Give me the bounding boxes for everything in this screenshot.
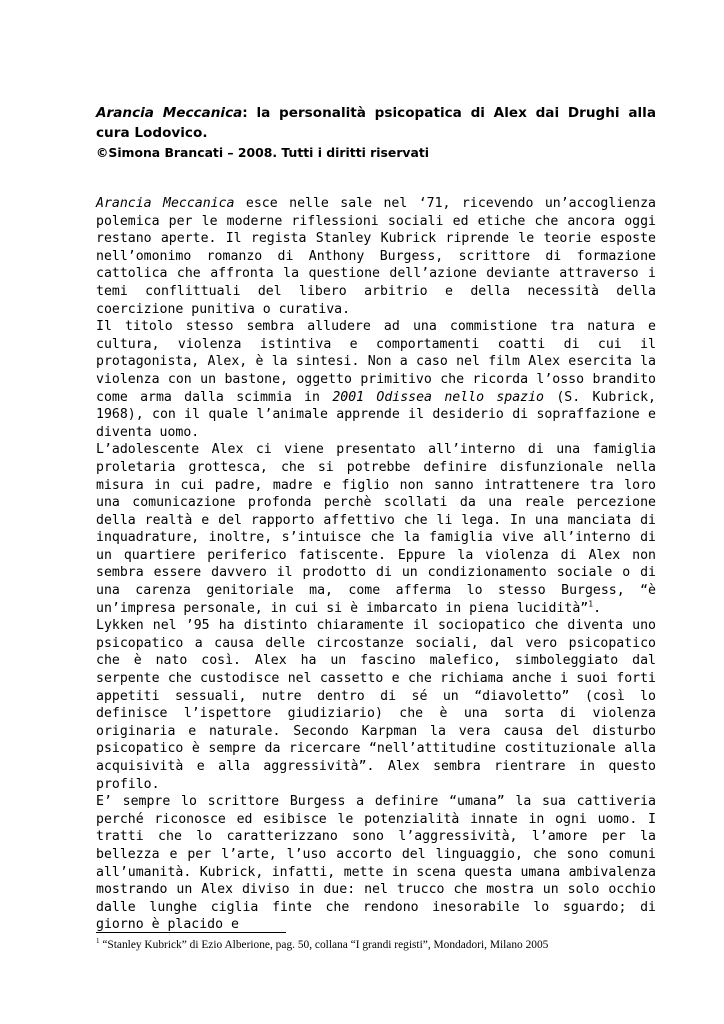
title-rest: : la personalità psicopatica di Alex dai Drughi alla cura Lodovico. [96,105,656,141]
document-title [96,103,656,143]
film-title-2001: 2001 Odissea nello spazio [332,389,544,405]
paragraph-5: E’ sempre lo scrittore Burgess a definire “umana” la sua cattiveria perché riconosce ed esibisce le potenzialità innate in ogni uomo. I tratti che lo caratterizzano sono l’aggressività, l’amore per la bellezza e per l’arte, l’uso accorto del linguaggio, che sono comuni all’umanità. Kubrick, infatti, mette in scena questa umana ambivalenza mostrando un Alex diviso in due: nel trucco che mostra un solo occhio dalle lunghe ciglia finte che rendono inesorabile lo sguardo; di giorno è placido e [96,794,656,933]
paragraph-2: Il titolo stesso sembra alludere ad una commistione tra natura e cultura, violenza istintiva e comportamenti coatti di cui il protagonista, Alex, è la sintesi. Non a caso nel film Alex esercita la violenza con un bastone, oggetto primitivo che ricorda l’osso brandito come arma dalla scimmia in 2001 Odissea nello spazio (S. Kubrick, 1968), con il quale l’animale apprende il desiderio di sopraffazione e diventa uomo. [96,319,656,440]
paragraph-1: Arancia Meccanica esce nelle sale nel ‘71, ricevendo un’accoglienza polemica per le moderne riflessioni sociali ed etiche che ancora oggi restano aperte. Il regista Stanley Kubrick riprende le teorie esposte nell’omonimo romanzo di Anthony Burgess, scrittore di formazione cattolica che affronta la questione dell’azione deviante attraverso i temi conflittuali del libero arbitrio e della necessità della coercizione punitiva o curativa. [96,196,656,317]
film-title: Arancia Meccanica [96,196,235,211]
title-italic: Arancia Meccanica [96,105,243,121]
paragraph-4: Lykken nel ’95 ha distinto chiaramente il sociopatico che diventa uno psicopatico a causa delle circostanze sociali, dal vero psicopatico che è nato così. Alex ha un fascino malefico, simboleggiato dal serpente che custodisce nel cassetto e che richiama anche i suoi forti appetiti sessuali, nutre dentro di sé un “diavoletto” (così lo definisce l’ispettore giudiziario) che è una sorta di violenza originaria e naturale. Secondo Karpman la vera causa del disturbo psicopatico è sempre da ricercare “nell’attitudine costituzionale alla acquisività e alla aggressività”. Alex sembra rientrare in questo profilo. [96,618,656,792]
body-text [96,195,656,934]
copyright-line: ©Simona Brancati – 2008. Tutti i diritti riservati [96,145,430,160]
footnote-number: 1 [96,937,100,946]
paragraph-3: L’adolescente Alex ci viene presentato all’interno di una famiglia proletaria grottesca, che si potrebbe definire disfunzionale nella misura in cui padre, madre e figlio non sanno intrattenere tra loro una comunicazione profonda perchè scollati da una reale percezione della realtà e del rapporto affettivo che li lega. In una manciata di inquadrature, inoltre, s’intuisce che la famiglia vive all’interno di un quartiere periferico fatiscente. Eppure la violenza di Alex non sembra essere davvero il prodotto di un condizionamento sociale o di una carenza genitoriale ma, come afferma lo stesso Burgess, “è un’impresa personale, in cui si è imbarcato in piena lucidità”$^1$. [96,442,656,616]
footnote-text: “Stanley Kubrick” di Ezio Alberione, pag. 50, collana “I grandi registi”, Mondadori, Milano 2005 [99,939,549,951]
footnote-reference[interactable]: 1 [588,599,594,609]
footnote [96,938,656,952]
footnote-divider [96,932,286,933]
